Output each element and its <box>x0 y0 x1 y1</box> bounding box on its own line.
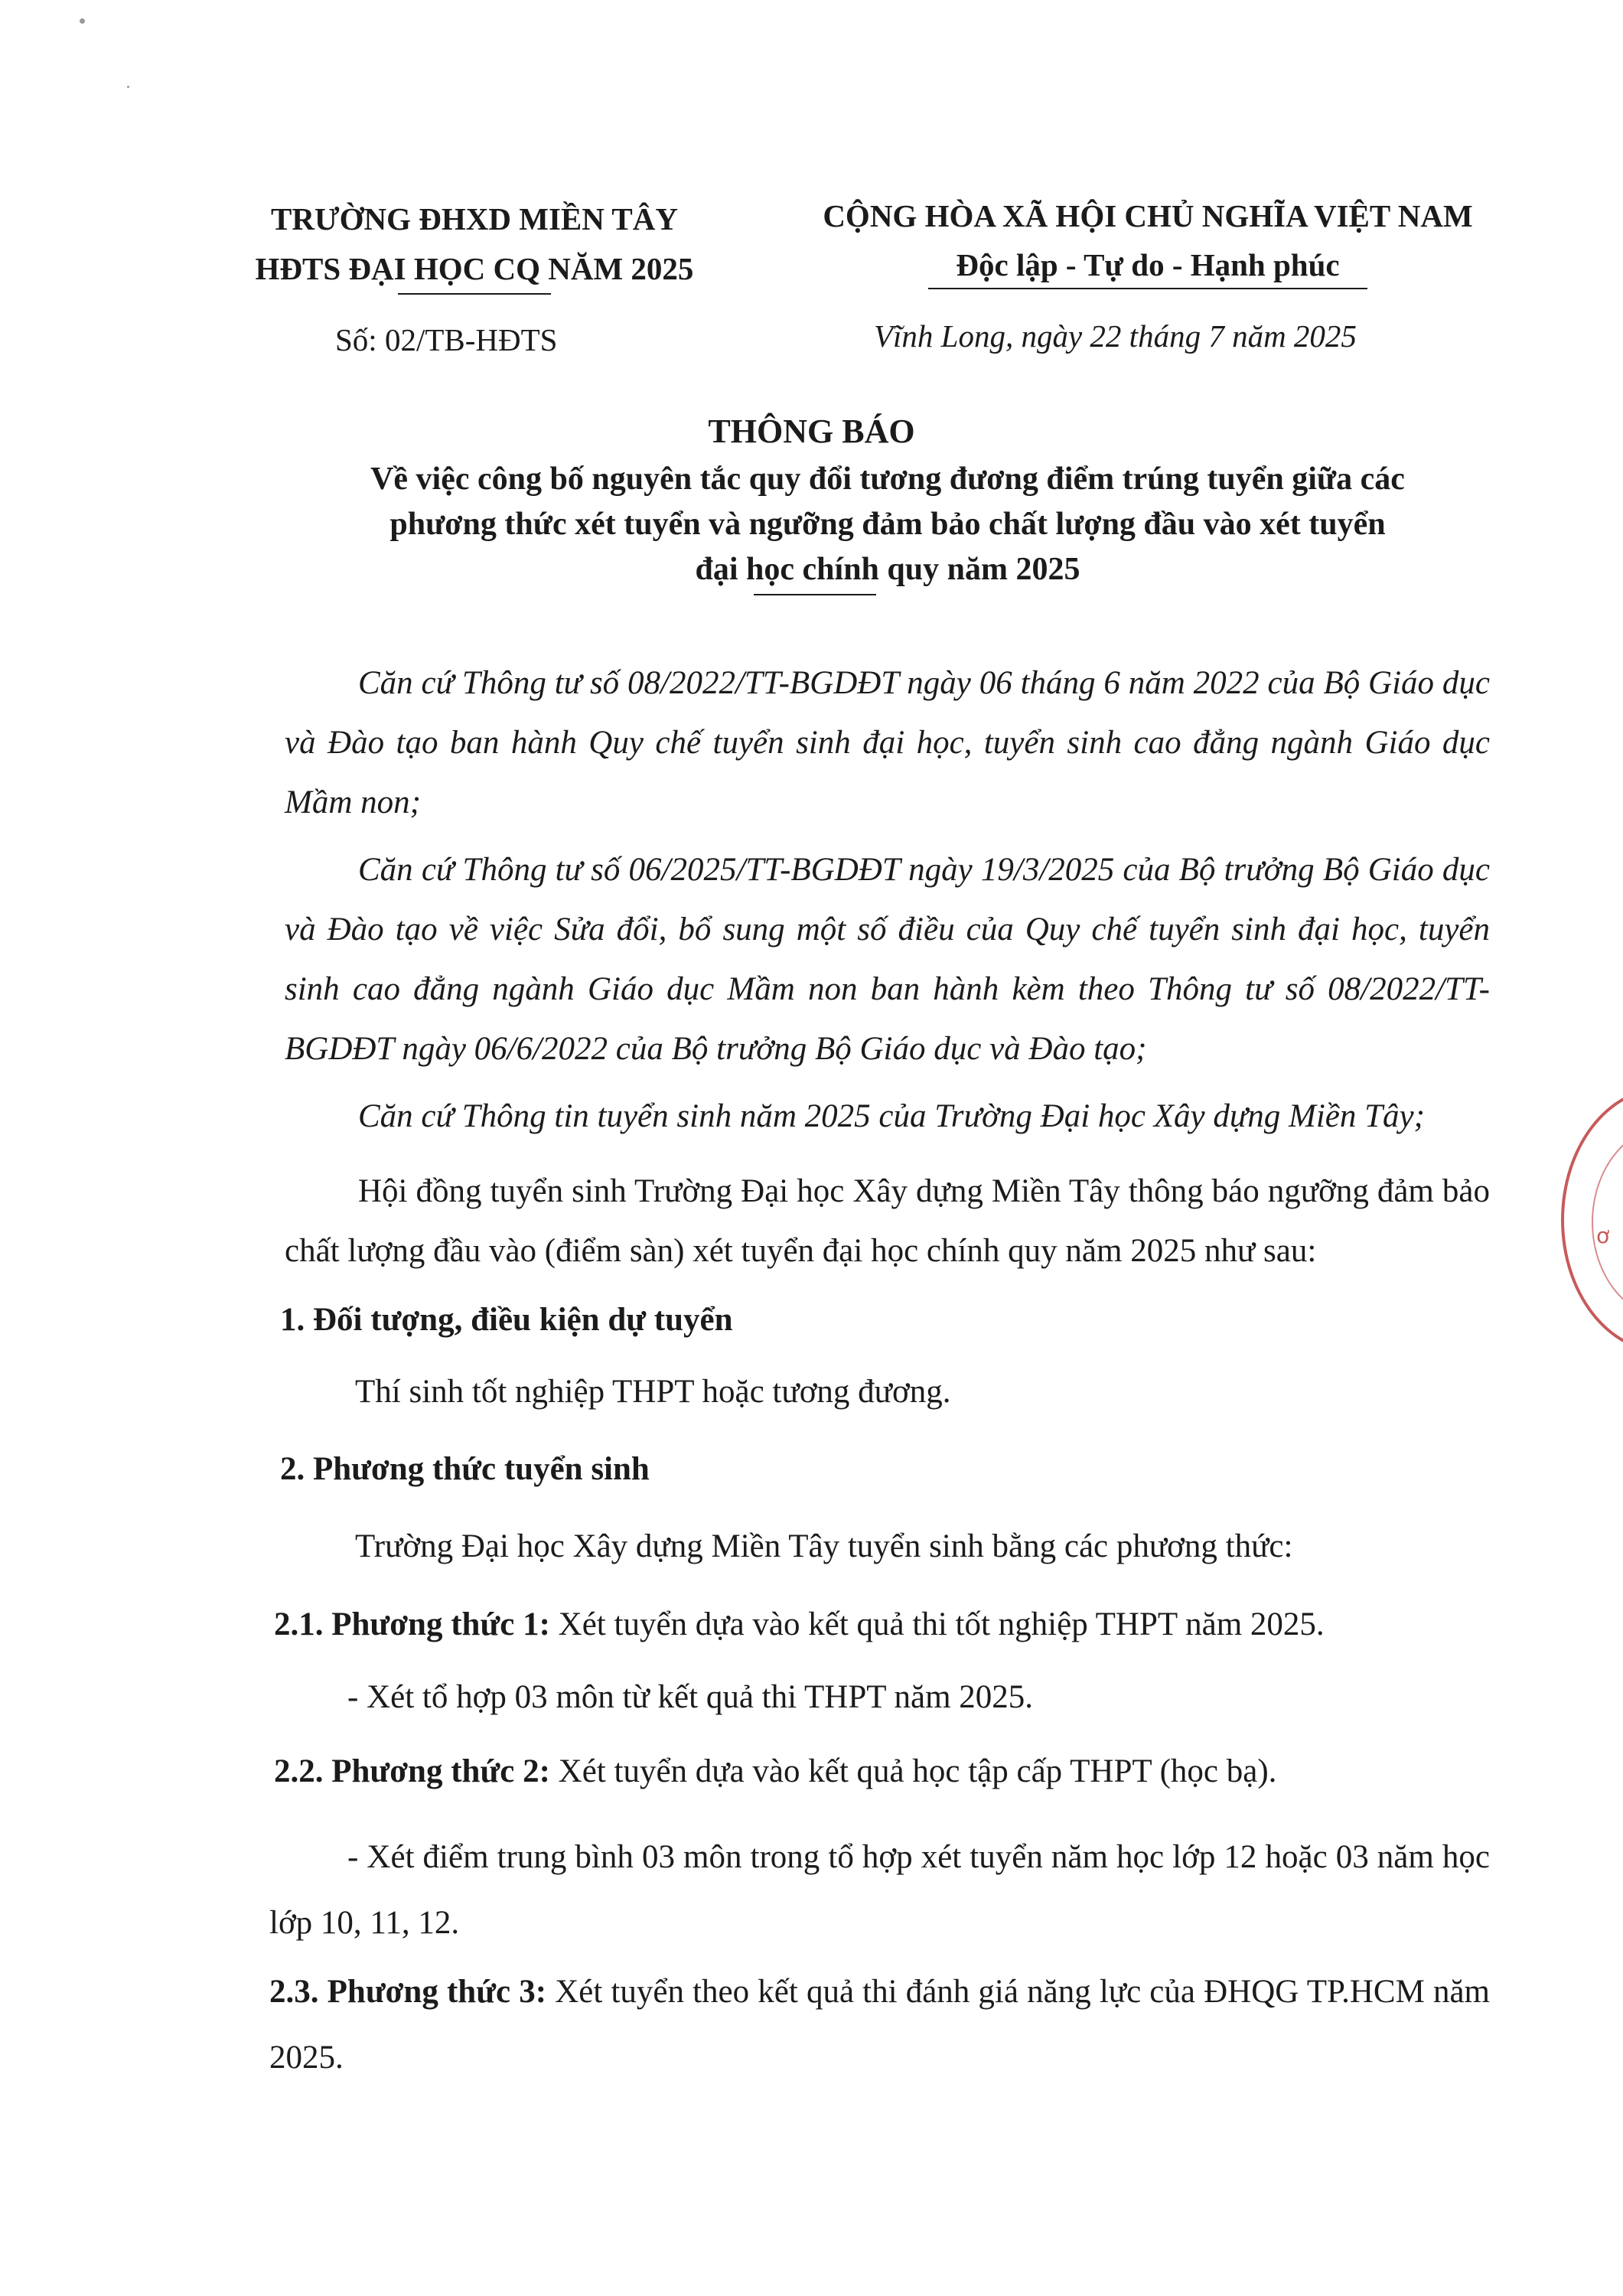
country-name: CỘNG HÒA XÃ HỘI CHỦ NGHĨA VIỆT NAM <box>823 198 1473 233</box>
org-name: TRƯỜNG ĐHXD MIỀN TÂY <box>271 201 678 236</box>
document-number: Số: 02/TB-HĐTS <box>335 322 558 357</box>
scan-speck <box>80 18 85 24</box>
section-1-body: Thí sinh tốt nghiệp THPT hoặc tương đương. <box>355 1374 951 1410</box>
method-2-detail: - Xét điểm trung bình 03 môn trong tổ hợp xét tuyển năm học lớp 12 hoặc 03 năm học lớp 10, 11, 12. <box>269 1839 1490 1941</box>
method-1-detail: - Xét tổ hợp 03 môn từ kết quả thi THPT năm 2025. <box>347 1679 1034 1715</box>
legal-basis-2: Căn cứ Thông tư số 06/2025/TT-BGDĐT ngày 19/3/2025 của Bộ trưởng Bộ Giáo dục và Đào tạo về việc Sửa đổi, bổ sung một số điều của Quy chế tuyển sinh đại học, tuyển sinh cao đẳng ngành Giáo dục Mầm non ban hành kèm theo Thông tư số 08/2022/TT-BGDĐT ngày 06/6/2022 của Bộ trưởng Bộ Giáo dục và Đào tạo; <box>285 852 1490 1067</box>
section-1-heading: 1. Đối tượng, điều kiện dự tuyển <box>280 1302 733 1338</box>
method-1-label: 2.1. Phương thức 1: <box>274 1606 550 1642</box>
subtitle-line-2: phương thức xét tuyển và ngưỡng đảm bảo chất lượng đầu vào xét tuyển <box>389 507 1386 542</box>
seal-mark: ơ <box>1596 1223 1610 1248</box>
method-2-label: 2.2. Phương thức 2: <box>274 1753 550 1789</box>
method-2-text: Xét tuyển dựa vào kết quả học tập cấp THPT (học bạ). <box>549 1753 1277 1789</box>
method-1 <box>274 1606 1325 1643</box>
section-2-heading: 2. Phương thức tuyển sinh <box>280 1451 650 1487</box>
document-title: THÔNG BÁO <box>708 413 915 450</box>
method-3-label: 2.3. Phương thức 3: <box>269 1974 547 2010</box>
subtitle-line-1: Về việc công bố nguyên tắc quy đổi tương đương điểm trúng tuyển giữa các <box>370 461 1405 497</box>
legal-basis-3: Căn cứ Thông tin tuyển sinh năm 2025 của Trường Đại học Xây dựng Miền Tây; <box>358 1098 1425 1134</box>
method-3 <box>269 1959 1490 2091</box>
legal-basis-1: Căn cứ Thông tư số 08/2022/TT-BGDĐT ngày 06 tháng 6 năm 2022 của Bộ Giáo dục và Đào tạo ban hành Quy chế tuyển sinh đại học, tuyển sinh cao đẳng ngành Giáo dục Mầm non; <box>285 665 1490 820</box>
national-motto: Độc lập - Tự do - Hạnh phúc <box>956 247 1340 282</box>
intro-paragraph: Hội đồng tuyển sinh Trường Đại học Xây dựng Miền Tây thông báo ngưỡng đảm bảo chất lượng đầu vào (điểm sàn) xét tuyển đại học chính quy năm 2025 như sau: <box>285 1173 1490 1269</box>
place-date: Vĩnh Long, ngày 22 tháng 7 năm 2025 <box>874 318 1357 354</box>
method-2 <box>274 1753 1276 1790</box>
scan-speck <box>127 86 129 88</box>
council-name: HĐTS ĐẠI HỌC CQ NĂM 2025 <box>255 251 694 286</box>
method-3-text: Xét tuyển theo kết quả thi đánh giá năng lực của ĐHQG TP.HCM năm 2025. <box>269 1974 1490 2076</box>
subtitle-line-3: đại học chính quy năm 2025 <box>695 552 1080 587</box>
section-2-intro: Trường Đại học Xây dựng Miền Tây tuyển sinh bằng các phương thức: <box>355 1528 1293 1564</box>
method-1-text: Xét tuyển dựa vào kết quả thi tốt nghiệp THPT năm 2025. <box>549 1606 1325 1642</box>
left-header-rule <box>398 293 551 295</box>
motto-underline <box>928 288 1367 289</box>
subtitle-underline <box>754 594 876 595</box>
